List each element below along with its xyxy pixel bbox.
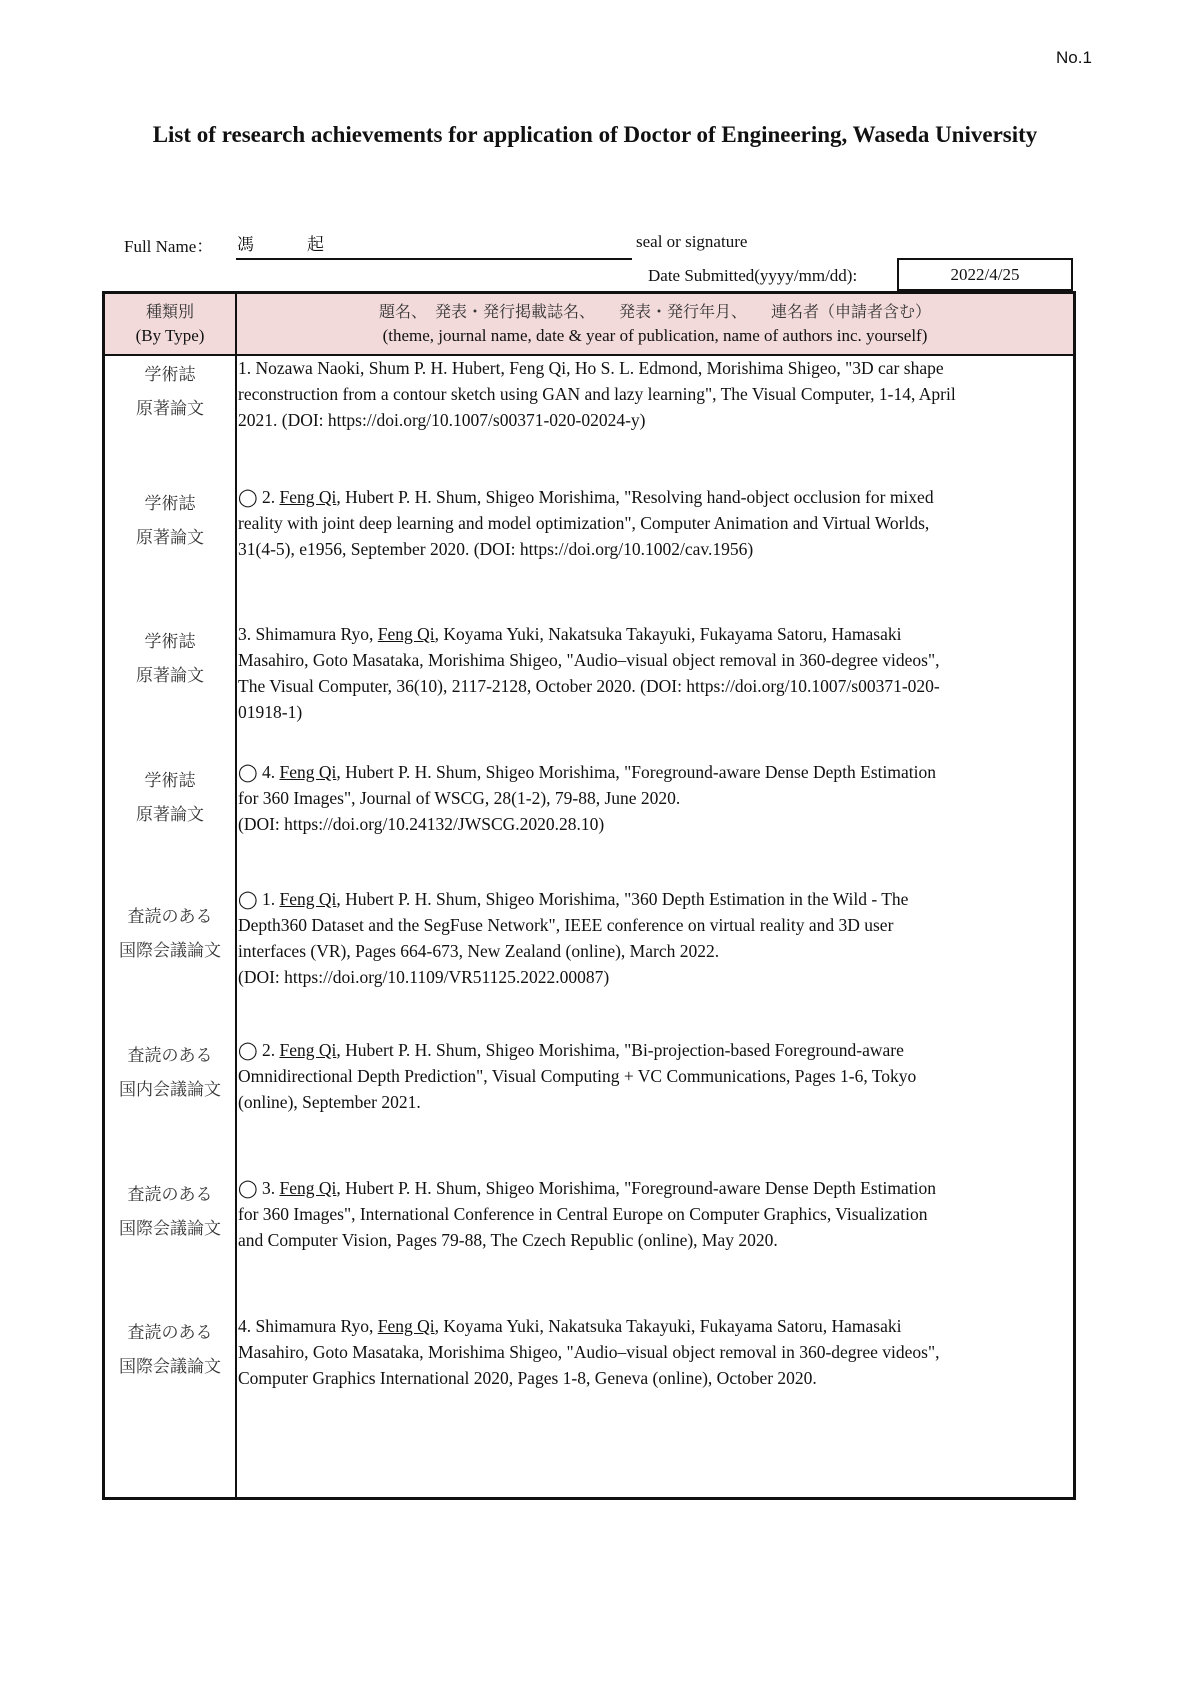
applicant-name: Feng Qi (279, 487, 337, 507)
entry-type: 学術誌 原著論文 (136, 632, 204, 686)
applicant-name: Feng Qi (279, 1178, 337, 1198)
entry-type: 学術誌 原著論文 (136, 494, 204, 548)
entry-type: 査読のある 国際会議論文 (119, 1323, 221, 1377)
achievements-table (102, 291, 1076, 1500)
entry-type: 査読のある 国内会議論文 (119, 1046, 221, 1100)
entry-text: ◯ 4. Feng Qi, Hubert P. H. Shum, Shigeo Morishima, "Foreground-aware Dense Depth Estimation for 360 Images", Journal of WSCG, 28(1-2), 79-88, June 2020. (DOI: https://doi.org/10.24132/JWSCG.2020.28.10) (238, 762, 936, 834)
header-description-jp: 題名、 発表・発行掲載誌名、 発表・発行年月、 連名者（申請者含む） (378, 302, 931, 321)
date-submitted-field (897, 258, 1073, 291)
applicant-name: Feng Qi (377, 1316, 435, 1336)
full-name-value: 馮 起 (237, 235, 342, 255)
table-header (105, 294, 1073, 356)
entry-type: 査読のある 国際会議論文 (119, 1185, 221, 1239)
document-title: List of research achievements for application of Doctor of Engineering, Waseda University (152, 122, 1038, 147)
applicant-name: Feng Qi (377, 624, 435, 644)
entry-text: ◯ 2. Feng Qi, Hubert P. H. Shum, Shigeo Morishima, "Bi-projection-based Foreground-aware Omnidirectional Depth Prediction", Visual Computing + VC Communications, Pages 1-6, Tokyo (online), September 2021. (238, 1040, 917, 1112)
applicant-name: Feng Qi (279, 1040, 337, 1060)
entry-type: 査読のある 国際会議論文 (119, 907, 221, 961)
entry-text: ◯ 2. Feng Qi, Hubert P. H. Shum, Shigeo Morishima, "Resolving hand-object occlusion for mixed reality with joint deep learning and model optimization", Computer Animation and Virtual Worlds, 31(4-5), e1956, September 2020. (DOI: https://doi.org/10.1002/cav.1956) (238, 487, 934, 559)
header-type-jp: 種類別 (145, 302, 194, 321)
header-description-en: (theme, journal name, date & year of publication, name of authors inc. yourself) (382, 326, 928, 345)
header-type-cell (105, 294, 235, 354)
entry-type: 学術誌 原著論文 (136, 771, 204, 825)
applicant-name: Feng Qi (279, 762, 337, 782)
entry-text: ◯ 3. Feng Qi, Hubert P. H. Shum, Shigeo Morishima, "Foreground-aware Dense Depth Estimation for 360 Images", International Conference in Central Europe on Computer Graphics, Visualization and Computer Vision, Pages 79-88, The Czech Republic (online), May 2020. (238, 1178, 936, 1250)
date-submitted-label: Date Submitted(yyyy/mm/dd): (648, 266, 858, 285)
page-number: No.1 (1056, 48, 1092, 67)
full-name-underline (236, 258, 632, 260)
seal-label: seal or signature (636, 232, 748, 251)
entry-text: ◯ 1. Feng Qi, Hubert P. H. Shum, Shigeo Morishima, "360 Depth Estimation in the Wild - The Depth360 Dataset and the SegFuse Network", IEEE conference on virtual reality and 3D user interfaces (VR), Pages 664-673, New Zealand (online), March 2022. (DOI: https://doi.org/10.1109/VR51125.2022.00087) (238, 889, 909, 987)
entry-type: 学術誌 原著論文 (136, 365, 204, 419)
entry-text: 1. Nozawa Naoki, Shum P. H. Hubert, Feng Qi, Ho S. L. Edmond, Morishima Shigeo, "3D car shape reconstruction from a contour sketch using GAN and lazy learning", The Visual Computer, 1-14, April 2021. (DOI: https://doi.org/10.1007/s00371-020-02024-y) (238, 358, 956, 430)
applicant-name: Feng Qi (279, 889, 337, 909)
date-submitted-value: 2022/4/25 (950, 264, 1020, 284)
entry-text: 3. Shimamura Ryo, Feng Qi, Koyama Yuki, Nakatsuka Takayuki, Fukayama Satoru, Hamasaki Masahiro, Goto Masataka, Morishima Shigeo, "Audio–visual object removal in 360-degree videos", The Visual Computer, 36(10), 2117-2128, October 2020. (DOI: https://doi.org/10.1007/s00371-020- 01918-1) (238, 624, 940, 722)
column-divider (235, 294, 237, 1497)
header-description-cell (237, 294, 1073, 354)
full-name-label: Full Name： (124, 237, 214, 256)
entry-text: 4. Shimamura Ryo, Feng Qi, Koyama Yuki, Nakatsuka Takayuki, Fukayama Satoru, Hamasaki Masahiro, Goto Masataka, Morishima Shigeo, "Audio–visual object removal in 360-degree videos", Computer Graphics International 2020, Pages 1-8, Geneva (online), October 2020. (238, 1316, 940, 1388)
header-type-en: (By Type) (135, 326, 205, 345)
